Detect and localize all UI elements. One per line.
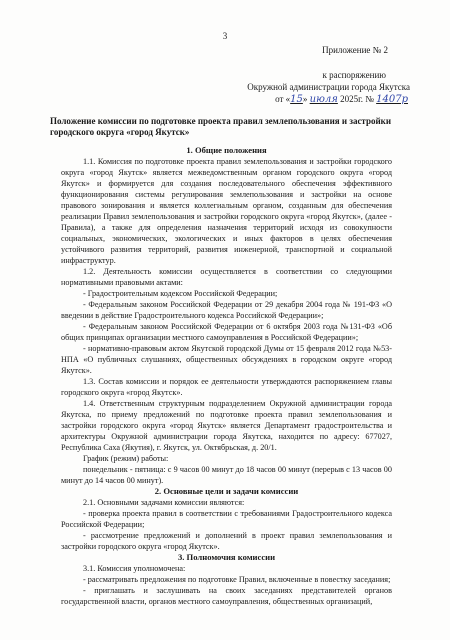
paragraph-1-4: 1.4. Ответственным структурным подразделением Окружной администрации города Якутска, по приему предложений по подготовке проекта правил землепользования и застройки городского округа «город Якутск» является Департамент градостроительства и архитектуры Окружной администрации города Якутска, находится по адресу: 677027, Республика Саха (Якутия), г. Якутск, ул. Октябрьская, д. 20/1.: [61, 399, 392, 452]
date-mid: »: [302, 94, 308, 104]
appendix-block: [0, 44, 410, 106]
list-item: - приглашать и заслушивать на своих заседаниях представителей органов государственной власти, органов местного самоуправления, общественных организаций,: [61, 586, 392, 606]
date-month-handwritten: июля: [309, 94, 338, 105]
list-item: - рассматривать предложения по подготовке Правил, включенные в повестку заседания;: [83, 575, 391, 584]
paragraph-2-1: 2.1. Основными задачами комиссии являются:: [83, 498, 245, 507]
paragraph-1-3: 1.3. Состав комиссии и порядок ее деятельности утверждаются распоряжением главы городского округа «город Якутск».: [61, 377, 392, 397]
list-item: - проверка проекта правил в соответствии с требованиями Градостроительного кодекса Российской Федерации;: [61, 509, 392, 529]
order-number-handwritten: 1407р: [376, 94, 408, 105]
page-number: 3: [222, 31, 228, 41]
schedule-label: График (режим) работы:: [83, 454, 169, 463]
list-item: - рассмотрение предложений и дополнений в проект правил землепользования и застройки городского округа «город Якутск».: [61, 531, 392, 551]
document-title: Положение комиссии по подготовке проекта правил землепользования и застройки городского округа «город Якутск»: [50, 116, 392, 137]
section-1-heading: 1. Общие положения: [186, 145, 267, 155]
appendix-date-line: [0, 93, 408, 106]
appendix-reference: к распоряжению: [322, 70, 386, 80]
list-item: - Федеральным законом Российской Федерации от 29 декабря 2004 года № 191-ФЗ «О введении в действие Градостроительного кодекса Российской Федерации»;: [61, 300, 392, 320]
list-item: - Градостроительным кодексом Российской Федерации;: [83, 289, 278, 298]
section-2-heading: 2. Основные цели и задачи комиссии: [154, 486, 299, 496]
schedule-text: понедельник - пятница: с 9 часов 00 минут до 18 часов 00 минут (перерыв с 13 часов 00 минут до 14 часов 00 минут).: [61, 465, 392, 485]
appendix-organization: Окружной администрации города Якутска: [247, 82, 410, 92]
section-3-heading: 3. Полномочия комиссии: [177, 552, 276, 562]
paragraph-1-1: 1.1. Комиссия по подготовке проекта правил землепользования и застройки городского округа «город Якутск» является межведомственным органом городского округа «город Якутск» и формируется для создания последовательного обеспечения эффективного функционирования системы регулирования землепользования и застройки на основе правового зонирования и является коллегиальным органом, созданным для обеспечения реализации Правил землепользования и застройки городского округа «город Якутск», (далее - Правила), а также для определения назначения территорий исходя из совокупности социальных, экономических, экологических и иных факторов в целях обеспечения устойчивого развития территорий, развития инженерной, транспортной и социальной инфраструктур.: [61, 157, 392, 265]
date-year: 2025г. №: [340, 94, 374, 104]
date-prefix: от «: [275, 94, 291, 104]
list-item: - Федеральным законом Российской Федерации от 6 октября 2003 года №131-ФЗ «Об общих принципах организации местного самоуправления в Российской Федерации»;: [61, 322, 392, 342]
list-item: - нормативно-правовым актом Якутской городской Думы от 15 февраля 2012 года №53-НПА «О публичных слушаниях, общественных обсуждениях в городском округе «город Якутск».: [61, 344, 392, 375]
appendix-title: Приложение № 2: [322, 45, 388, 55]
date-day-handwritten: 15: [290, 94, 303, 105]
paragraph-3-1: 3.1. Комиссия уполномочена:: [83, 564, 186, 573]
document-body: [61, 145, 392, 607]
paragraph-1-2: 1.2. Деятельность комиссии осуществляется в соответствии со следующими нормативными правовыми актами:: [61, 267, 392, 287]
